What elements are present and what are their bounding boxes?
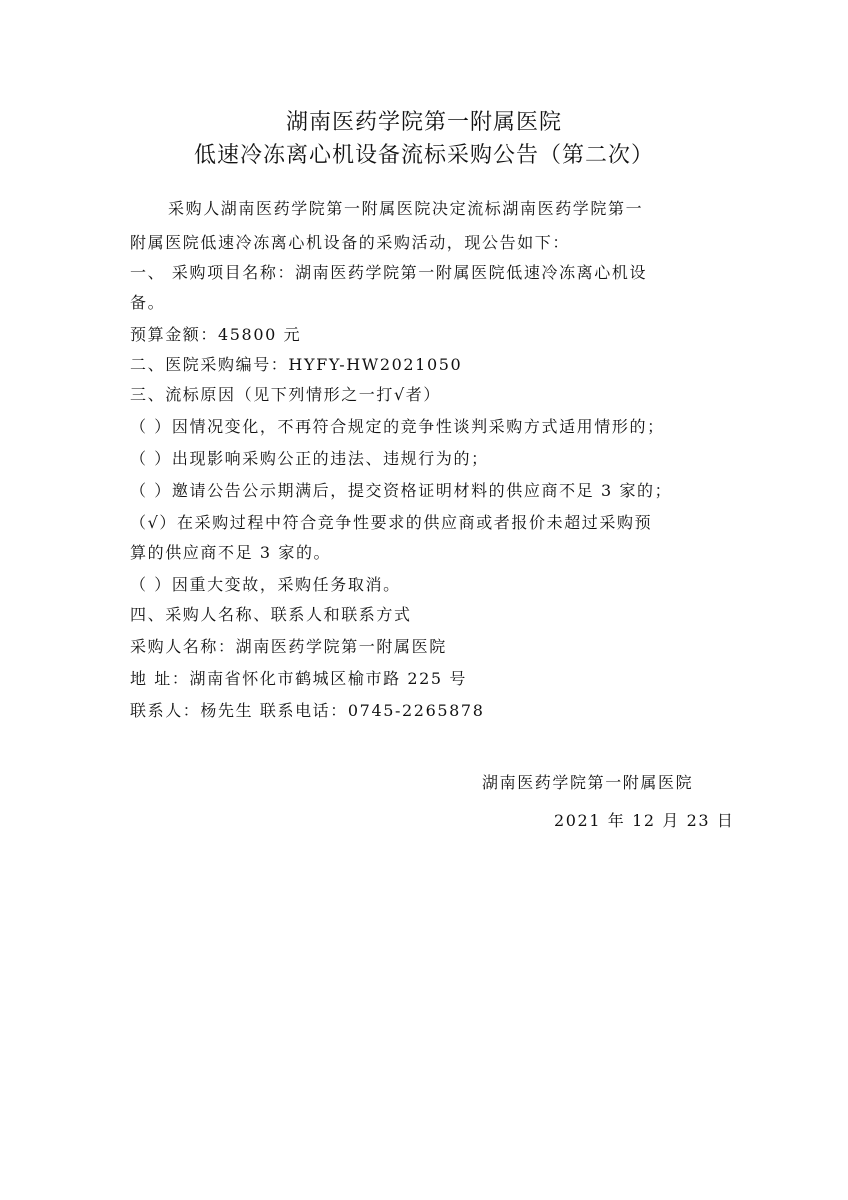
item1-line2: 备。 bbox=[130, 293, 166, 312]
item4-line: 四、采购人名称、联系人和联系方式 bbox=[130, 605, 412, 624]
reason3-line: （ ）邀请公告公示期满后，提交资格证明材料的供应商不足 3 家的； bbox=[130, 481, 673, 500]
item2-line: 二、医院采购编号：HYFY-HW2021050 bbox=[130, 355, 463, 374]
purchaser-line: 采购人名称：湖南医药学院第一附属医院 bbox=[130, 637, 447, 656]
contact-line: 联系人：杨先生 联系电话：0745-2265878 bbox=[130, 701, 485, 720]
intro-line2: 附属医院低速冷冻离心机设备的采购活动，现公告如下： bbox=[130, 233, 571, 252]
item1-line1: 一、 采购项目名称：湖南医药学院第一附属医院低速冷冻离心机设 bbox=[130, 263, 648, 282]
reason1-line: （ ）因情况变化，不再符合规定的竞争性谈判采购方式适用情形的； bbox=[130, 417, 665, 436]
reason2-line: （ ）出现影响采购公正的违法、违规行为的； bbox=[130, 449, 489, 468]
document-title-line2: 低速冷冻离心机设备流标采购公告（第二次） bbox=[193, 143, 654, 168]
document-title-line1: 湖南医药学院第一附属医院 bbox=[285, 110, 562, 135]
item3-line: 三、流标原因（见下列情形之一打√者） bbox=[130, 385, 441, 404]
reason4-line2: 算的供应商不足 3 家的。 bbox=[130, 543, 332, 562]
reason5-line: （ ）因重大变故，采购任务取消。 bbox=[130, 575, 401, 594]
reason4-line1: （√）在采购过程中符合竞争性要求的供应商或者报价未超过采购预 bbox=[130, 513, 653, 532]
intro-line1: 采购人湖南医药学院第一附属医院决定流标湖南医药学院第一 bbox=[168, 199, 644, 218]
budget-line: 预算金额：45800 元 bbox=[130, 325, 302, 344]
address-line: 地 址：湖南省怀化市鹤城区榆市路 225 号 bbox=[130, 669, 467, 688]
signature-date: 2021 年 12 月 23 日 bbox=[554, 811, 735, 830]
signature-organization: 湖南医药学院第一附属医院 bbox=[482, 773, 694, 792]
